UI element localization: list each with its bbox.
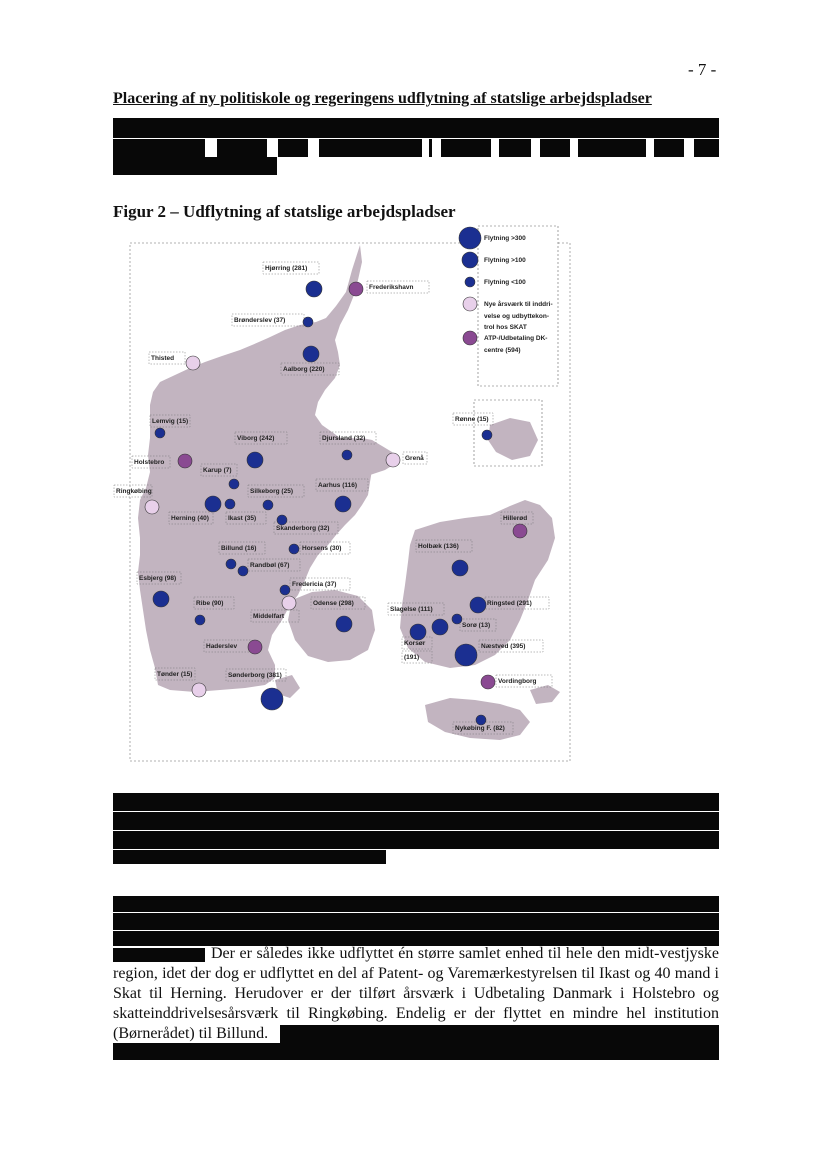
city-marker-new xyxy=(282,596,296,610)
legend-marker-small xyxy=(465,277,475,287)
city-marker-medium xyxy=(452,560,468,576)
city-marker-small xyxy=(229,479,239,489)
city-label: Silkeborg (25) xyxy=(250,488,293,495)
city-marker-medium xyxy=(247,452,263,468)
city-label: Slagelse (111) xyxy=(390,606,433,613)
city-label: Aarhus (116) xyxy=(318,482,358,489)
city-label: Vordingborg xyxy=(498,678,537,685)
page-number: - 7 - xyxy=(688,60,717,79)
city-marker-atp xyxy=(349,282,363,296)
city-label: Hjørring (281) xyxy=(265,265,308,272)
city-label: Fredericia (37) xyxy=(292,581,337,588)
city-marker-atp xyxy=(178,454,192,468)
city-marker-small xyxy=(195,615,205,625)
city-label: Hillerød xyxy=(503,515,528,522)
city-marker-new xyxy=(186,356,200,370)
city-label: Karup (7) xyxy=(203,467,232,474)
paragraph-line: Skat til Herning. Herudover er der tilført årsværk i Udbetaling Danmark i Holstebro og xyxy=(113,985,719,1002)
city-marker-small xyxy=(263,500,273,510)
city-label: Sorø (13) xyxy=(462,622,491,629)
city-label: Holbæk (136) xyxy=(418,543,459,550)
city-marker-medium xyxy=(153,591,169,607)
city-marker-medium xyxy=(470,597,486,613)
city-label: Ribe (90) xyxy=(196,600,224,607)
city-label: Djursland (32) xyxy=(322,435,366,442)
city-label: Lemvig (15) xyxy=(152,418,189,425)
paragraph-line: Der er således ikke udflyttet én større samlet enhed til hele den midt-vestjyske xyxy=(211,945,719,962)
city-label: Holstebro xyxy=(134,459,165,466)
city-marker-small xyxy=(225,499,235,509)
legend-marker-large xyxy=(459,227,481,249)
legend-label: velse og udbyttekon- xyxy=(484,313,550,320)
city-label: Billund (16) xyxy=(221,545,257,552)
city-label: Viborg (242) xyxy=(237,435,275,442)
city-label: Odense (298) xyxy=(313,600,354,607)
city-label: Randbøl (67) xyxy=(250,562,290,569)
city-marker-atp xyxy=(248,640,262,654)
city-marker-atp xyxy=(481,675,495,689)
city-marker-large xyxy=(455,644,477,666)
city-label: Rønne (15) xyxy=(455,416,489,423)
city-label: Haderslev xyxy=(206,643,238,650)
city-label: Frederikshavn xyxy=(369,284,414,291)
city-label: Ikast (35) xyxy=(228,515,257,522)
city-label: Esbjerg (98) xyxy=(139,575,177,582)
section-heading: Placering af ny politiskole og regeringens udflytning af statslige arbejdspladser xyxy=(113,90,652,107)
city-marker-small xyxy=(280,585,290,595)
legend-label: Nye årsværk til inddri- xyxy=(484,301,553,308)
city-label: Tønder (15) xyxy=(157,671,193,678)
city-marker-small xyxy=(238,566,248,576)
city-marker-new xyxy=(386,453,400,467)
city-marker-small xyxy=(289,544,299,554)
legend-marker-medium xyxy=(462,252,478,268)
redaction-bar xyxy=(280,1025,719,1043)
redaction-bar xyxy=(113,913,719,930)
city-marker-medium xyxy=(335,496,351,512)
city-marker-medium xyxy=(410,624,426,640)
city-marker-medium xyxy=(336,616,352,632)
legend-label: trol hos SKAT xyxy=(484,324,527,331)
bornholm-landmass xyxy=(488,418,538,460)
legend-label: centre (594) xyxy=(484,347,521,354)
city-label: Horsens (30) xyxy=(302,545,342,552)
city-label: Skanderborg (32) xyxy=(276,525,330,532)
paragraph-line: skatteinddrivelsesårsværk til Ringkøbing. Endelig er der flyttet en mindre hel institution xyxy=(113,1005,719,1022)
city-marker-small xyxy=(482,430,492,440)
paragraph-line: region, idet der dog er udflyttet en del af Patent- og Varemærkestyrelsen til Ikast og 40 mand i xyxy=(113,965,719,982)
moen-landmass xyxy=(530,685,560,704)
city-marker-medium xyxy=(432,619,448,635)
city-marker-small xyxy=(476,715,486,725)
city-label: Sønderborg (381) xyxy=(228,672,282,679)
city-label: Brønderslev (37) xyxy=(234,317,286,324)
city-marker-small xyxy=(303,317,313,327)
city-label: Grenå xyxy=(405,455,424,462)
figure-caption: Figur 2 – Udflytning af statslige arbejdspladser xyxy=(113,202,456,221)
city-marker-new xyxy=(192,683,206,697)
city-marker-new xyxy=(145,500,159,514)
city-label: Korsør xyxy=(404,640,426,647)
redaction-bar xyxy=(113,831,719,849)
redaction-bar xyxy=(113,793,719,811)
legend-label: Flytning <100 xyxy=(484,279,526,286)
legend-marker-new xyxy=(463,297,477,311)
paragraph-line: (Børnerådet) til Billund. xyxy=(113,1025,269,1042)
city-marker-small xyxy=(277,515,287,525)
redaction-bar xyxy=(113,896,719,912)
city-marker-small xyxy=(452,614,462,624)
city-marker-small xyxy=(342,450,352,460)
redaction-bar xyxy=(113,850,386,864)
city-label: Ringkøbing xyxy=(116,488,152,495)
redaction-bar xyxy=(113,1043,719,1060)
city-label: Ringsted (291) xyxy=(487,600,532,607)
city-label: (191) xyxy=(404,654,420,661)
city-marker-medium xyxy=(306,281,322,297)
city-label: Herning (40) xyxy=(171,515,209,522)
city-marker-atp xyxy=(513,524,527,538)
city-label: Thisted xyxy=(151,355,175,362)
city-label: Næstved (395) xyxy=(481,643,526,650)
redaction-bar xyxy=(113,812,719,830)
city-marker-large xyxy=(261,688,283,710)
legend-marker-atp xyxy=(463,331,477,345)
legend-label: ATP-/Udbetaling DK- xyxy=(484,335,548,342)
city-marker-medium xyxy=(303,346,319,362)
city-marker-medium xyxy=(205,496,221,512)
city-marker-small xyxy=(155,428,165,438)
legend-label: Flytning >100 xyxy=(484,257,526,264)
city-label: Nykøbing F. (82) xyxy=(455,725,505,732)
city-label: Aalborg (220) xyxy=(283,366,325,373)
legend-label: Flytning >300 xyxy=(484,235,526,242)
city-marker-small xyxy=(226,559,236,569)
city-label: Middelfart xyxy=(253,613,285,620)
